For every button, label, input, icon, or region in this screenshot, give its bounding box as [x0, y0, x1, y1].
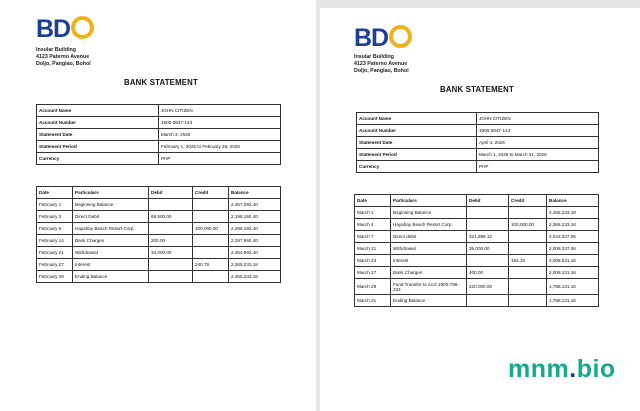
statement-title: BANK STATEMENT — [440, 85, 514, 94]
bank-address — [354, 54, 409, 75]
table-row: February 3 Direct Debit 68,900.00 2,198,192.40 — [37, 211, 281, 223]
logo-ring — [71, 16, 94, 39]
table-row: February 6 Hayahay Beach Resort Corp. 100,000.00 2,298,192.40 — [37, 223, 281, 235]
column-header: Credit — [509, 195, 547, 207]
table-row: February 14 Bank Charges 200.00 2,297,992.40 — [37, 235, 281, 247]
column-header: Date — [355, 195, 391, 207]
table-row: Statement Date April 4, 2025 — [357, 137, 599, 149]
address-line: Insular Building — [36, 47, 77, 53]
table-row: March 31 Ending Balance 1,788,131.16 — [355, 295, 599, 307]
table-row: February 28 Ending Balance 2,265,233.18 — [37, 271, 281, 283]
column-header: Particulars — [391, 195, 467, 207]
column-header: Credit — [193, 187, 229, 199]
account-info-table — [36, 104, 281, 165]
statement-page-february — [0, 0, 316, 411]
column-header: Date — [37, 187, 73, 199]
table-row: Account Name JOHN CITIZEN — [37, 105, 281, 117]
table-row: March 1 Beginning Balance 2,265,233.18 — [355, 207, 599, 219]
transactions-table — [354, 194, 599, 307]
transactions-table — [36, 186, 281, 283]
table-row: Account Number 1900-0847-143 — [37, 117, 281, 129]
column-header: Balance — [229, 187, 281, 199]
table-row: February 27 Interest 240.78 2,265,233.18 — [37, 259, 281, 271]
table-row: March 21 Withdrawal 35,000.00 2,008,337.06 — [355, 243, 599, 255]
table-header-row — [37, 187, 281, 199]
table-row: March 4 Hayahay Beach Resort Corp. 100,000.00 2,365,233.18 — [355, 219, 599, 231]
table-row: Currency PHP — [37, 153, 281, 165]
table-row: Statement Date March 3, 2025 — [37, 129, 281, 141]
table-header-row — [355, 195, 599, 207]
table-row: Account Number 1900-0847-143 — [357, 125, 599, 137]
table-row: March 7 Direct debit 321,896.12 2,043,337.06 — [355, 231, 599, 243]
column-header: Debit — [467, 195, 509, 207]
column-header: Particulars — [73, 187, 149, 199]
account-info-table — [356, 112, 599, 173]
column-header: Debit — [149, 187, 193, 199]
bdo-logo: BD — [354, 25, 412, 51]
logo-ring — [389, 25, 412, 48]
table-row: Statement Period February 1, 2025 to February 28, 2025 — [37, 141, 281, 153]
watermark-logo: mnm.bio — [508, 355, 616, 383]
column-header: Balance — [547, 195, 599, 207]
table-row: March 23 Interest 194.10 2,008,531.16 — [355, 255, 599, 267]
table-row: February 21 Withdrawal 33,000.00 2,264,992.40 — [37, 247, 281, 259]
statement-page-march — [320, 8, 640, 411]
table-row: Statement Period March 1, 2025 to March 31, 2025 — [357, 149, 599, 161]
table-row: March 29 Fund Transfer to Acct 1900-789-234 220,000.00 1,788,131.16 — [355, 279, 599, 295]
address-line: 4123 Paterno Avenue — [354, 61, 408, 67]
bank-address — [36, 47, 91, 68]
address-line: Doljo, Panglao, Bohol — [354, 68, 409, 74]
table-row: March 27 Bank Charges 400.00 2,008,131.16 — [355, 267, 599, 279]
statement-title: BANK STATEMENT — [124, 78, 198, 87]
table-row: Currency PHP — [357, 161, 599, 173]
table-row: February 1 Beginning Balance 2,267,092.40 — [37, 199, 281, 211]
address-line: Insular Building — [354, 54, 395, 60]
address-line: Doljo, Panglao, Bohol — [36, 61, 91, 67]
table-row: Account Name JOHN CITIZEN — [357, 113, 599, 125]
address-line: 4123 Paterno Avenue — [36, 54, 90, 60]
bdo-logo: BD — [36, 16, 94, 42]
